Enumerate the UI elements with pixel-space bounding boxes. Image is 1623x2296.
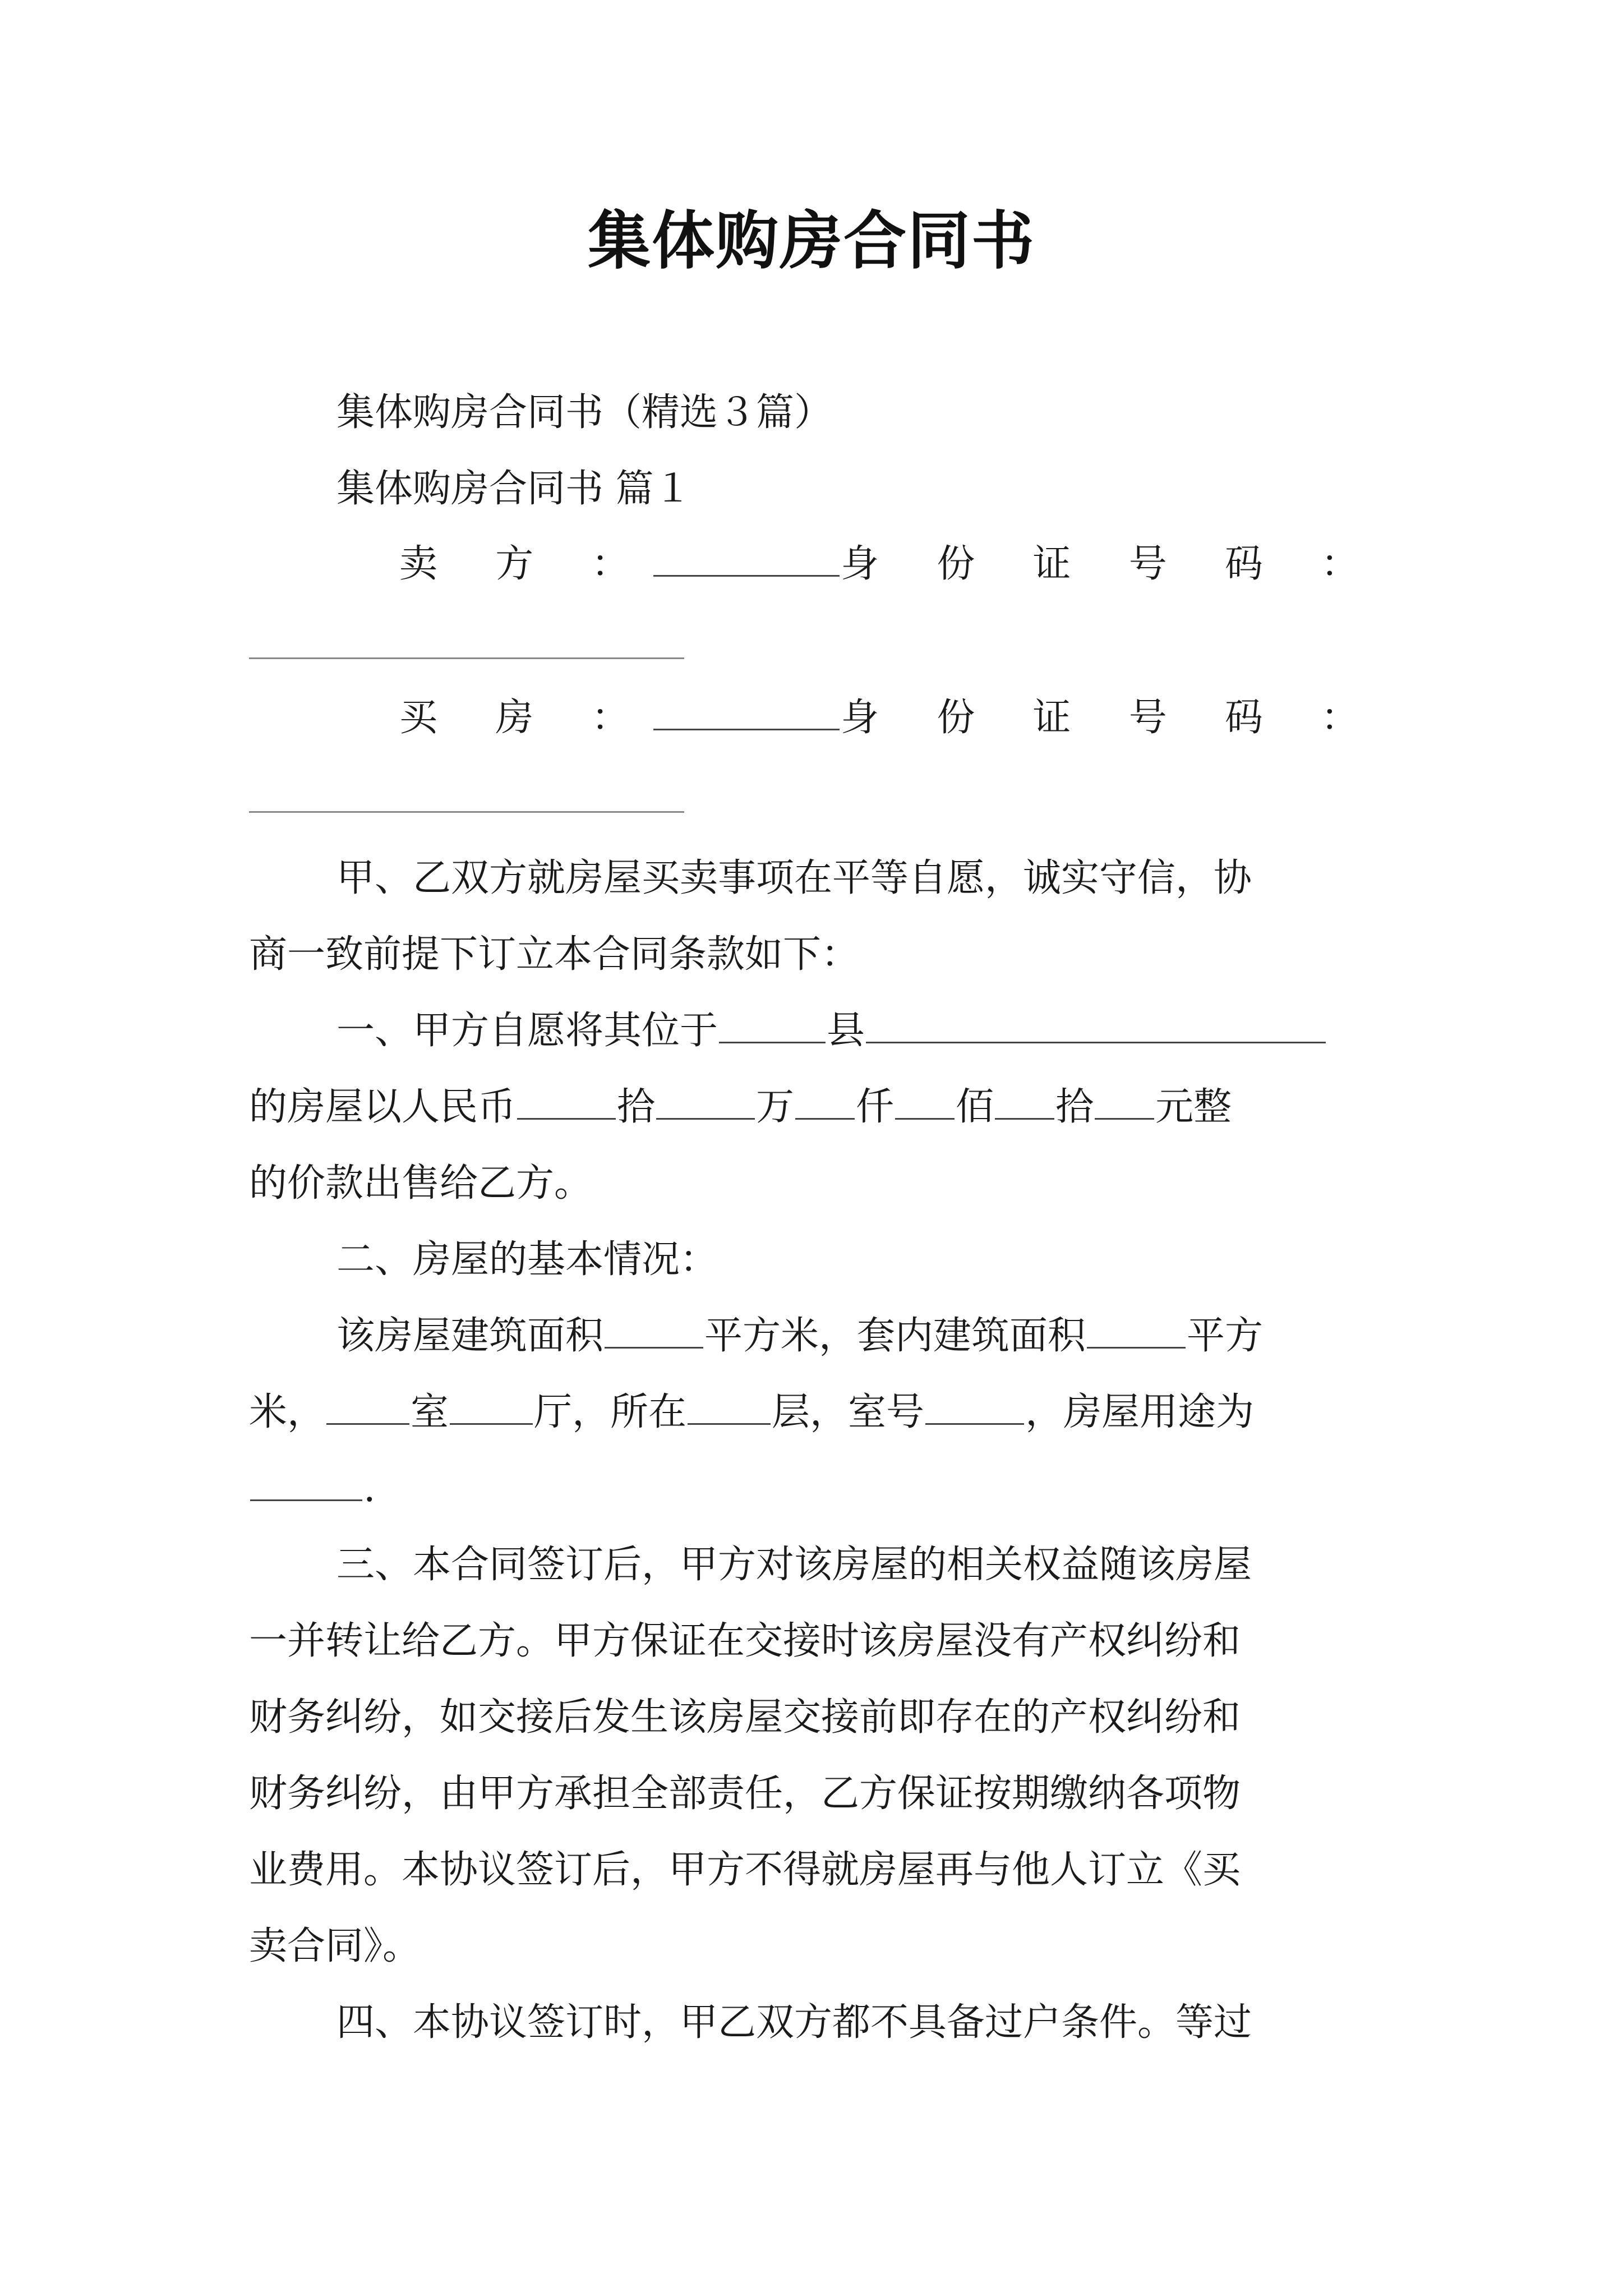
usage-period: .: [363, 1466, 376, 1511]
area-text-b: 平方米，套内建筑面积: [704, 1314, 1086, 1358]
clause-1-line-1: [336, 1004, 1469, 1058]
clause-2-line-3: [249, 1462, 1382, 1516]
clause-1-text-a: 一、甲方自愿将其位于: [336, 1009, 718, 1053]
seller-name-field[interactable]: [653, 564, 840, 577]
floor-area-field[interactable]: [605, 1336, 703, 1349]
buyer-id-label: 身 份 证 号 码 ：: [841, 696, 1382, 740]
county-text: 县: [827, 1009, 865, 1053]
seller-id-label: 身 份 证 号 码 ：: [841, 542, 1382, 586]
area-text-c: 平方: [1187, 1314, 1264, 1358]
clause-1-line-2: [249, 1080, 1382, 1134]
clause-3-line-3: 财务纠纷，如交接后发生该房屋交接前即存在的产权纠纷和: [249, 1695, 1241, 1740]
seller-id-field[interactable]: [249, 657, 684, 659]
clause-3-line-5: 业费用。本协议签订后，甲方不得就房屋再与他人订立《买: [249, 1848, 1241, 1892]
clause-3-line-4: 财务纠纷，由甲方承担全部责任，乙方保证按期缴纳各项物: [249, 1772, 1241, 1816]
clause-3-line-1: 三、本合同签订后，甲方对该房屋的相关权益随该房屋: [336, 1543, 1252, 1587]
clause-1-text-b: 的房屋以人民币: [249, 1085, 517, 1129]
clause-2-heading: 二、房屋的基本情况：: [336, 1237, 718, 1282]
clause-1-line-3: 的价款出售给乙方。: [249, 1161, 593, 1205]
unit-bai: 佰: [956, 1085, 994, 1129]
price-field-4[interactable]: [895, 1107, 955, 1120]
seller-line: [399, 537, 1382, 591]
unit-qian: 仟: [856, 1085, 895, 1129]
unit-wan: 万: [756, 1085, 795, 1129]
buyer-line: [399, 691, 1382, 745]
rooms-field[interactable]: [326, 1412, 409, 1425]
room-text-d: 层，室号: [772, 1390, 925, 1434]
room-text-a: 米，: [249, 1390, 326, 1434]
clause-3-line-2: 一并转让给乙方。甲方保证在交接时该房屋没有产权纠纷和: [249, 1619, 1241, 1663]
clause-2-line-2: [249, 1386, 1382, 1439]
area-text-a: 该房屋建筑面积: [336, 1314, 604, 1358]
document-title: 集体购房合同书: [588, 204, 1035, 278]
price-field-6[interactable]: [1095, 1107, 1154, 1120]
clause-2-line-1: [336, 1309, 1469, 1363]
address-field[interactable]: [866, 1030, 1326, 1043]
location-field[interactable]: [719, 1030, 826, 1043]
room-text-e: ，房屋用途为: [1025, 1390, 1255, 1434]
intro-line-1: 甲、乙双方就房屋买卖事项在平等自愿，诚实守信，协: [336, 856, 1252, 900]
clause-4-line-1: 四、本协议签订时，甲乙双方都不具备过户条件。等过: [336, 2000, 1252, 2045]
room-number-field[interactable]: [925, 1412, 1024, 1425]
inner-area-field[interactable]: [1087, 1336, 1186, 1349]
buyer-label: 买 房 ：: [399, 696, 653, 740]
intro-line-2: 商一致前提下订立本合同条款如下：: [249, 932, 860, 977]
price-field-5[interactable]: [995, 1107, 1054, 1120]
price-field-2[interactable]: [656, 1107, 755, 1120]
room-text-b: 室: [411, 1390, 449, 1434]
unit-shi-1: 拾: [617, 1085, 656, 1129]
buyer-name-field[interactable]: [653, 717, 840, 730]
price-field-3[interactable]: [795, 1107, 855, 1120]
seller-label: 卖 方 ：: [399, 542, 653, 586]
usage-field[interactable]: [250, 1488, 362, 1501]
document-subtitle: 集体购房合同书（精选３篇）: [336, 390, 833, 435]
price-field-1[interactable]: [517, 1107, 616, 1120]
floor-field[interactable]: [688, 1412, 771, 1425]
unit-shi-2: 拾: [1055, 1085, 1094, 1129]
clause-3-line-6: 卖合同》。: [249, 1924, 421, 1968]
halls-field[interactable]: [450, 1412, 533, 1425]
unit-yuan: 元整: [1155, 1085, 1232, 1129]
room-text-c: 厅，所在: [534, 1390, 687, 1434]
buyer-id-field[interactable]: [249, 811, 684, 813]
section-heading: 集体购房合同书 篇１: [336, 467, 692, 511]
